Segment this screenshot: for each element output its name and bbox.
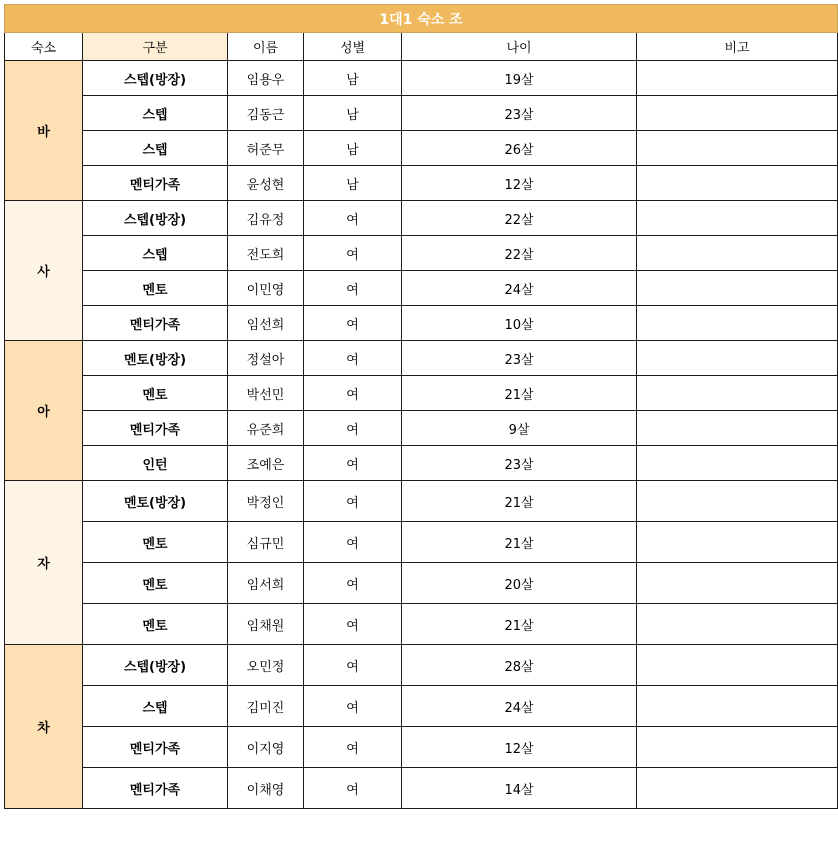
name-cell: 임선희	[228, 306, 304, 341]
table-row	[5, 604, 838, 645]
category-cell: 스텝(방장)	[83, 61, 228, 96]
table-row	[5, 446, 838, 481]
note-cell	[637, 236, 838, 271]
table-row	[5, 768, 838, 809]
age-cell: 23살	[402, 446, 637, 481]
category-cell: 멘토(방장)	[83, 481, 228, 522]
category-cell: 멘토	[83, 522, 228, 563]
table-row	[5, 201, 838, 236]
note-cell	[637, 131, 838, 166]
name-cell: 정설아	[228, 341, 304, 376]
age-cell: 12살	[402, 727, 637, 768]
name-cell: 심규민	[228, 522, 304, 563]
name-cell: 김미진	[228, 686, 304, 727]
room-cell: 차	[5, 645, 83, 809]
note-cell	[637, 166, 838, 201]
note-cell	[637, 727, 838, 768]
age-cell: 23살	[402, 341, 637, 376]
name-cell: 윤성현	[228, 166, 304, 201]
category-cell: 스텝(방장)	[83, 645, 228, 686]
note-cell	[637, 645, 838, 686]
sex-cell: 여	[304, 271, 402, 306]
name-cell: 임서희	[228, 563, 304, 604]
note-cell	[637, 201, 838, 236]
sex-cell: 여	[304, 446, 402, 481]
sex-cell: 여	[304, 768, 402, 809]
header-room: 숙소	[5, 33, 83, 61]
category-cell: 스텝	[83, 686, 228, 727]
table-row	[5, 341, 838, 376]
age-cell: 14살	[402, 768, 637, 809]
age-cell: 24살	[402, 271, 637, 306]
sex-cell: 남	[304, 131, 402, 166]
note-cell	[637, 61, 838, 96]
age-cell: 24살	[402, 686, 637, 727]
room-assignment-table	[4, 4, 838, 809]
sex-cell: 남	[304, 166, 402, 201]
name-cell: 전도희	[228, 236, 304, 271]
table-row	[5, 61, 838, 96]
category-cell: 멘티가족	[83, 768, 228, 809]
category-cell: 멘토	[83, 376, 228, 411]
note-cell	[637, 411, 838, 446]
age-cell: 22살	[402, 236, 637, 271]
note-cell	[637, 481, 838, 522]
category-cell: 인턴	[83, 446, 228, 481]
note-cell	[637, 271, 838, 306]
age-cell: 21살	[402, 604, 637, 645]
name-cell: 박정인	[228, 481, 304, 522]
header-note: 비고	[637, 33, 838, 61]
table-row	[5, 686, 838, 727]
age-cell: 28살	[402, 645, 637, 686]
note-cell	[637, 341, 838, 376]
sex-cell: 여	[304, 563, 402, 604]
age-cell: 26살	[402, 131, 637, 166]
name-cell: 김유정	[228, 201, 304, 236]
note-cell	[637, 96, 838, 131]
note-cell	[637, 563, 838, 604]
room-cell: 아	[5, 341, 83, 481]
sex-cell: 남	[304, 96, 402, 131]
table-row	[5, 236, 838, 271]
sex-cell: 여	[304, 645, 402, 686]
header-row	[5, 33, 838, 61]
sex-cell: 여	[304, 341, 402, 376]
sex-cell: 여	[304, 522, 402, 563]
sex-cell: 여	[304, 236, 402, 271]
header-name: 이름	[228, 33, 304, 61]
category-cell: 멘토	[83, 271, 228, 306]
table-row	[5, 271, 838, 306]
title-row	[5, 5, 838, 33]
sex-cell: 남	[304, 61, 402, 96]
age-cell: 12살	[402, 166, 637, 201]
name-cell: 이지영	[228, 727, 304, 768]
table-row	[5, 131, 838, 166]
name-cell: 오민정	[228, 645, 304, 686]
note-cell	[637, 604, 838, 645]
sex-cell: 여	[304, 376, 402, 411]
room-cell: 사	[5, 201, 83, 341]
name-cell: 허준무	[228, 131, 304, 166]
table-row	[5, 645, 838, 686]
sex-cell: 여	[304, 727, 402, 768]
name-cell: 박선민	[228, 376, 304, 411]
note-cell	[637, 446, 838, 481]
category-cell: 멘티가족	[83, 727, 228, 768]
age-cell: 21살	[402, 522, 637, 563]
note-cell	[637, 522, 838, 563]
note-cell	[637, 768, 838, 809]
age-cell: 9살	[402, 411, 637, 446]
category-cell: 멘토	[83, 604, 228, 645]
name-cell: 이민영	[228, 271, 304, 306]
room-cell: 자	[5, 481, 83, 645]
category-cell: 멘토	[83, 563, 228, 604]
table-row	[5, 96, 838, 131]
name-cell: 유준희	[228, 411, 304, 446]
table-row	[5, 306, 838, 341]
age-cell: 22살	[402, 201, 637, 236]
table-row	[5, 727, 838, 768]
category-cell: 멘티가족	[83, 306, 228, 341]
note-cell	[637, 376, 838, 411]
table-row	[5, 522, 838, 563]
name-cell: 조예은	[228, 446, 304, 481]
category-cell: 스텝	[83, 131, 228, 166]
name-cell: 이채영	[228, 768, 304, 809]
category-cell: 스텝	[83, 236, 228, 271]
table-body	[5, 61, 838, 809]
category-cell: 멘티가족	[83, 166, 228, 201]
age-cell: 10살	[402, 306, 637, 341]
category-cell: 멘티가족	[83, 411, 228, 446]
sex-cell: 여	[304, 306, 402, 341]
name-cell: 임용우	[228, 61, 304, 96]
table-row	[5, 166, 838, 201]
category-cell: 멘토(방장)	[83, 341, 228, 376]
age-cell: 20살	[402, 563, 637, 604]
note-cell	[637, 686, 838, 727]
table-title: 1대1 숙소 조	[5, 5, 838, 33]
header-age: 나이	[402, 33, 637, 61]
category-cell: 스텝	[83, 96, 228, 131]
name-cell: 임채원	[228, 604, 304, 645]
name-cell: 김동근	[228, 96, 304, 131]
age-cell: 19살	[402, 61, 637, 96]
header-sex: 성별	[304, 33, 402, 61]
age-cell: 23살	[402, 96, 637, 131]
table-row	[5, 563, 838, 604]
table-row	[5, 376, 838, 411]
sex-cell: 여	[304, 201, 402, 236]
sex-cell: 여	[304, 481, 402, 522]
table-row	[5, 481, 838, 522]
age-cell: 21살	[402, 481, 637, 522]
header-category: 구분	[83, 33, 228, 61]
room-assignment-sheet	[4, 4, 750, 809]
note-cell	[637, 306, 838, 341]
sex-cell: 여	[304, 604, 402, 645]
category-cell: 스텝(방장)	[83, 201, 228, 236]
sex-cell: 여	[304, 686, 402, 727]
table-row	[5, 411, 838, 446]
sex-cell: 여	[304, 411, 402, 446]
age-cell: 21살	[402, 376, 637, 411]
room-cell: 바	[5, 61, 83, 201]
